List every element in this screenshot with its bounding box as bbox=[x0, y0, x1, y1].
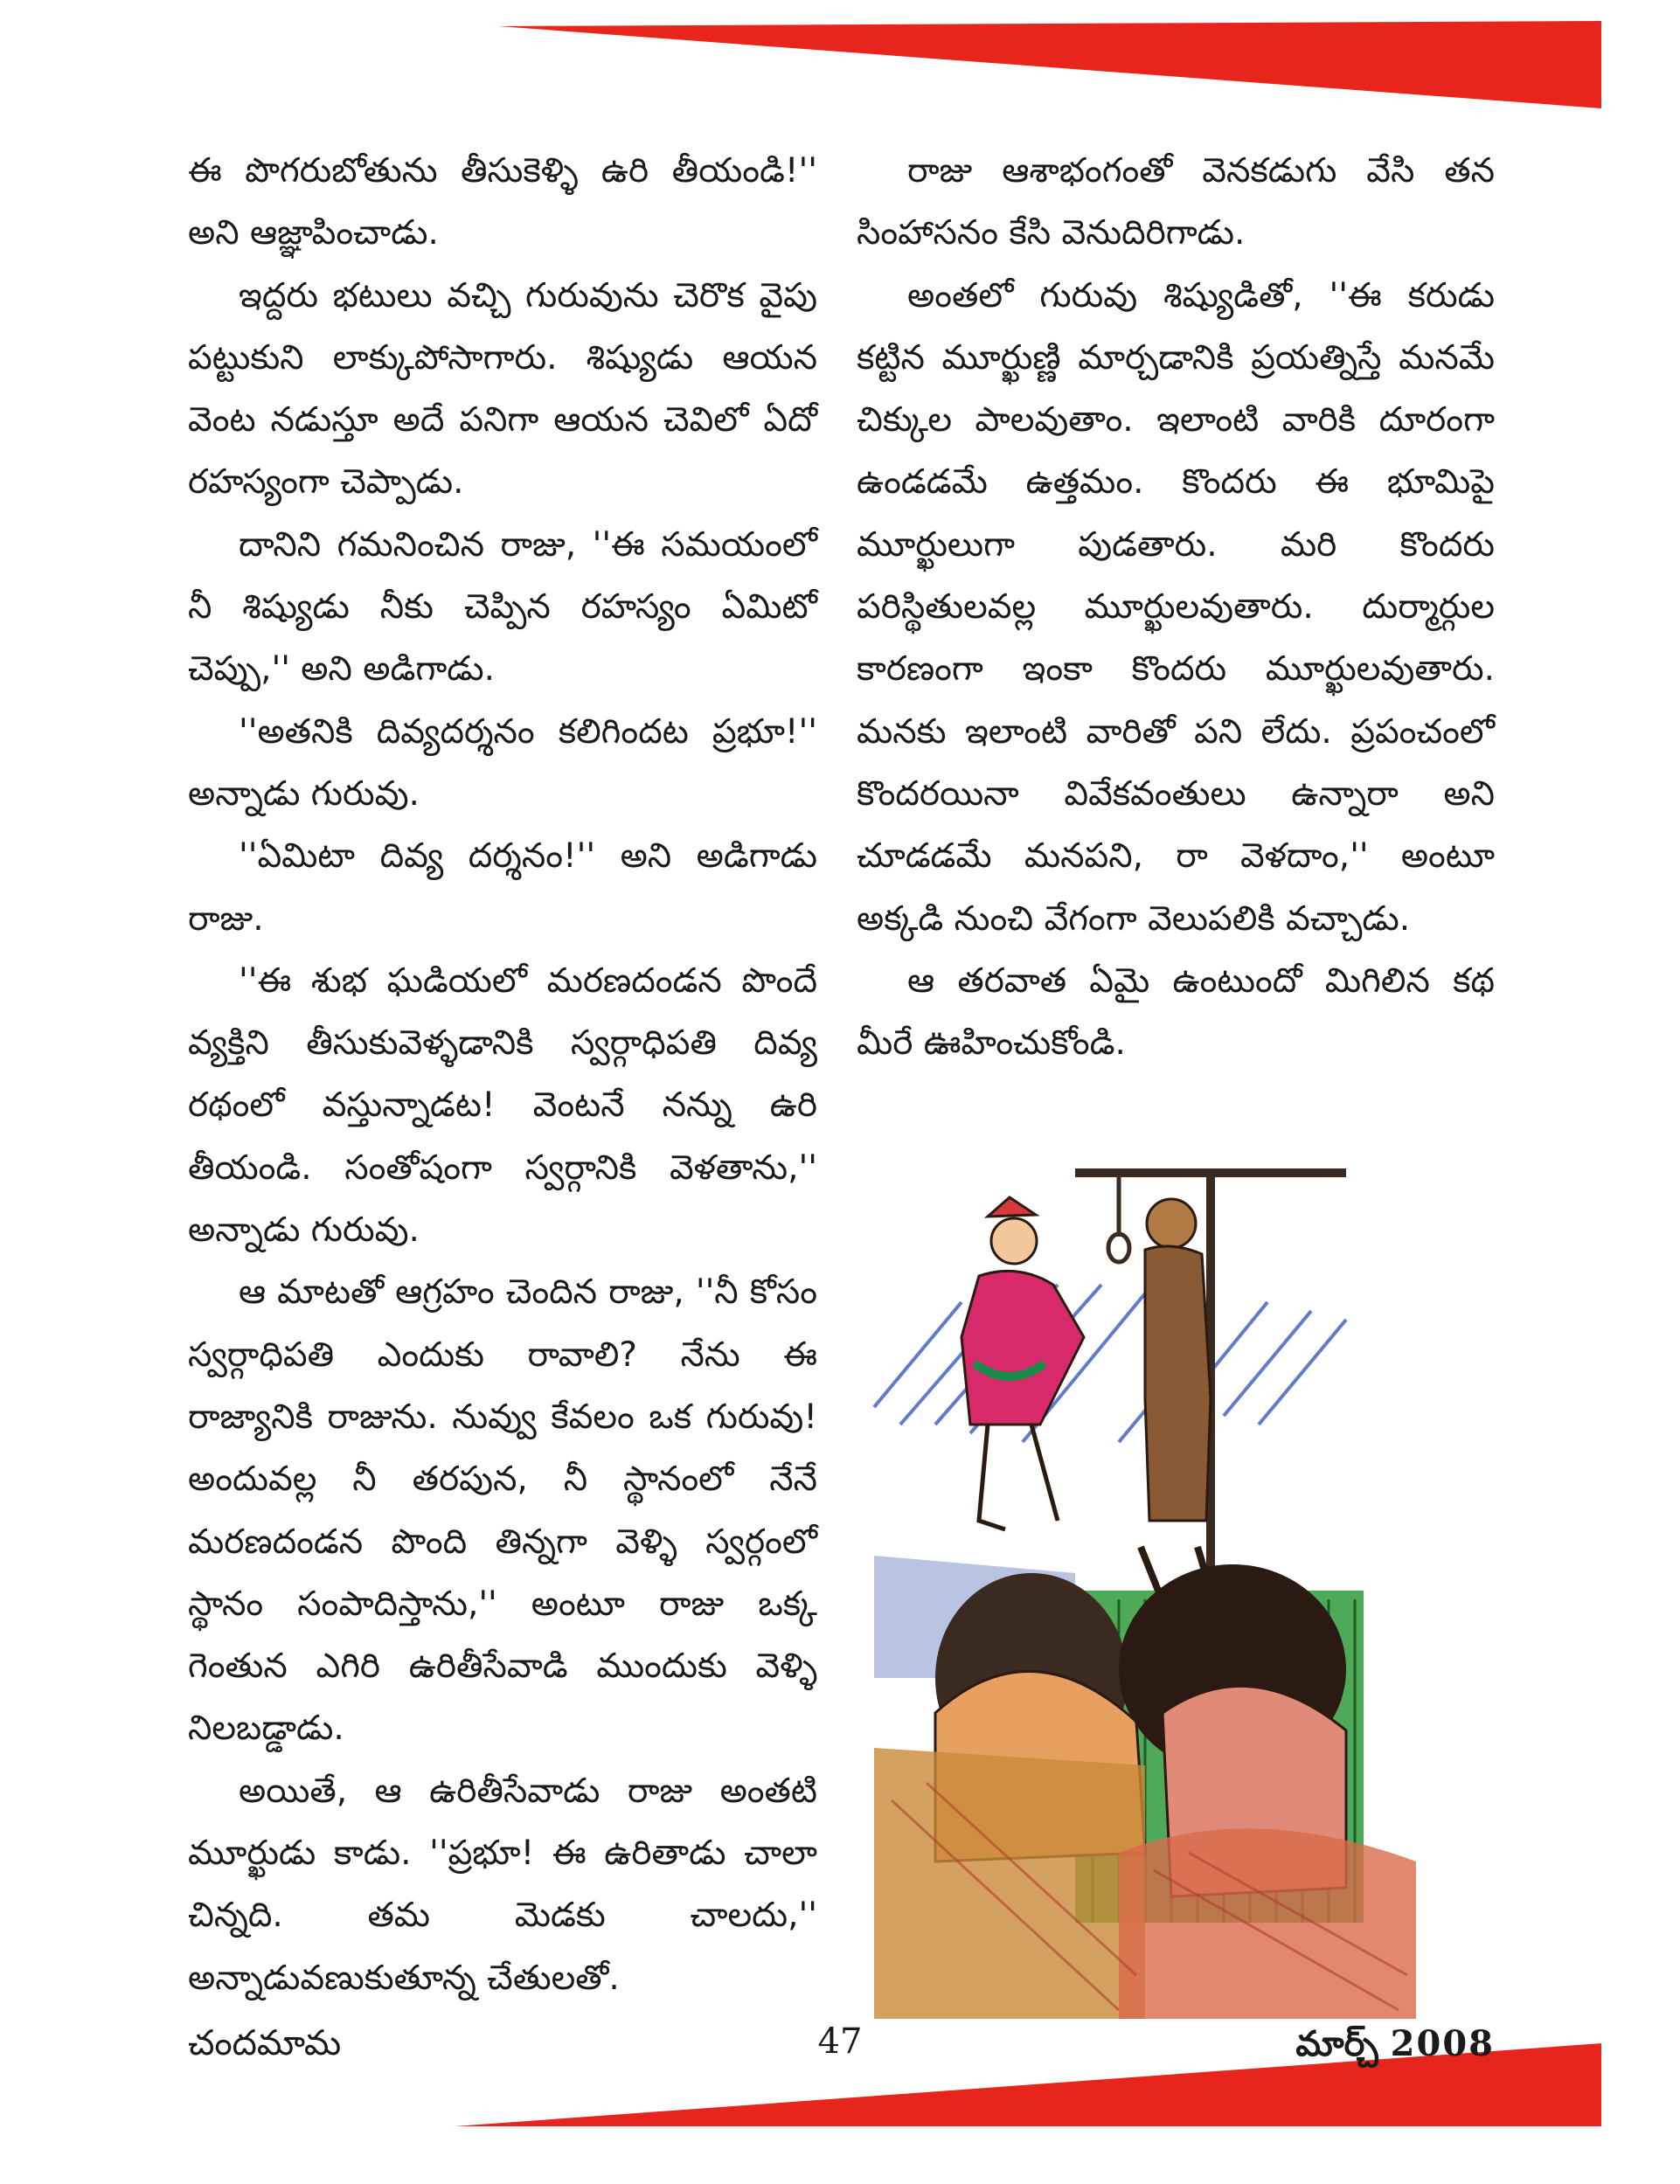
paragraph: దానిని గమనించిన రాజు, ''ఈ సమయంలో నీ శిష్యుడు నీకు చెప్పిన రహస్యం ఏమిటో చెప్పు,'' అని అడిగాడు. bbox=[188, 524, 817, 690]
paragraph: ''అతనికి దివ్యదర్శనం కలిగిందట ప్రభూ!'' అన్నాడు గురువు. bbox=[188, 711, 817, 814]
paragraph: అంతలో గురువు శిష్యుడితో, ''ఈ కరుడు కట్టిన మూర్ఖుణ్ణి మార్చడానికి ప్రయత్నిస్తే మనమే చిక్కుల పాలవుతాం. ఇలాంటి వారికి దూరంగా ఉండడమే ఉత్తమం. కొందరు ఈ భూమిపై మూర్ఖులుగా పుడతారు. మరి కొందరు పరిస్థితులవల్ల మూర్ఖులవుతారు. దుర్మార్గుల కారణంగా ఇంకా కొందరు మూర్ఖులవుతారు. మనకు ఇలాంటి వారితో పని లేదు. ప్రపంచంలో కొందరయినా వివేకవంతులు ఉన్నారా అని చూడడమే మనపని, రా వెళదాం,'' అంటూ అక్కడి నుంచి వేగంగా వెలుపలికి వచ్చాడు. bbox=[857, 275, 1495, 939]
paragraph: అయితే, ఆ ఉరితీసేవాడు రాజు అంతటి మూర్ఖుడు కాడు. ''ప్రభూ! ఈ ఉరితాడు చాలా చిన్నది. తమ మెడకు చాలదు,'' అన్నాడువణుకుతూన్న చేతులతో. bbox=[188, 1771, 817, 1998]
story-illustration bbox=[857, 1136, 1495, 2019]
paragraph: రాజు ఆశాభంగంతో వెనకడుగు వేసి తన సింహాసనం కేసి వెనుదిరిగాడు. bbox=[857, 151, 1495, 253]
right-text-column bbox=[857, 140, 1495, 1074]
paragraph: ''ఈ శుభ ఘడియలో మరణదండన పొందే వ్యక్తిని తీసుకువెళ్ళడానికి స్వర్గాధిపతి దివ్య రథంలో వస్తున్నాడట! వెంటనే నన్ను ఉరి తీయండి. సంతోషంగా స్వర్గానికి వెళతాను,'' అన్నాడు గురువు. bbox=[188, 960, 817, 1251]
paragraph: ఇద్దరు భటులు వచ్చి గురువును చెరొక వైపు పట్టుకుని లాక్కుపోసాగారు. శిష్యుడు ఆయన వెంట నడుస్తూ అదే పనిగా ఆయన చెవిలో ఏదో రహస్యంగా చెప్పాడు. bbox=[188, 275, 817, 503]
issue-date bbox=[1295, 2023, 1495, 2073]
paragraph: ఆ మాటతో ఆగ్రహం చెందిన రాజు, ''నీ కోసం స్వర్గాధిపతి ఎందుకు రావాలి? నేను ఈ రాజ్యానికి రాజును. నువ్వు కేవలం ఒక గురువు! అందువల్ల నీ తరపున, నీ స్థానంలో నేనే మరణదండన పొంది తిన్నగా వెళ్ళి స్వర్గంలో స్థానం సంపాదిస్తాను,'' అంటూ రాజు ఒక్క గెంతున ఎగిరి ఉరితీసేవాడి ముందుకు వెళ్ళి నిలబడ్డాడు. bbox=[188, 1272, 817, 1749]
paragraph: ఈ పొగరుబోతును తీసుకెళ్ళి ఉరి తీయండి!'' అని ఆజ్ఞాపించాడు. bbox=[188, 151, 817, 253]
issue-month: మార్చ్ bbox=[1295, 2024, 1378, 2064]
page-number: 47 bbox=[817, 2021, 863, 2062]
paragraph: ''ఏమిటా దివ్య దర్శనం!'' అని అడిగాడు రాజు. bbox=[188, 836, 817, 939]
left-text-column bbox=[188, 140, 817, 2009]
paragraph: ఆ తరవాత ఏమై ఉంటుందో మిగిలిన కథ మీరే ఊహించుకోండి. bbox=[857, 960, 1495, 1064]
magazine-name: చందమామ bbox=[188, 2023, 342, 2063]
top-red-band bbox=[498, 21, 1601, 108]
issue-year: 2008 bbox=[1390, 2023, 1495, 2064]
